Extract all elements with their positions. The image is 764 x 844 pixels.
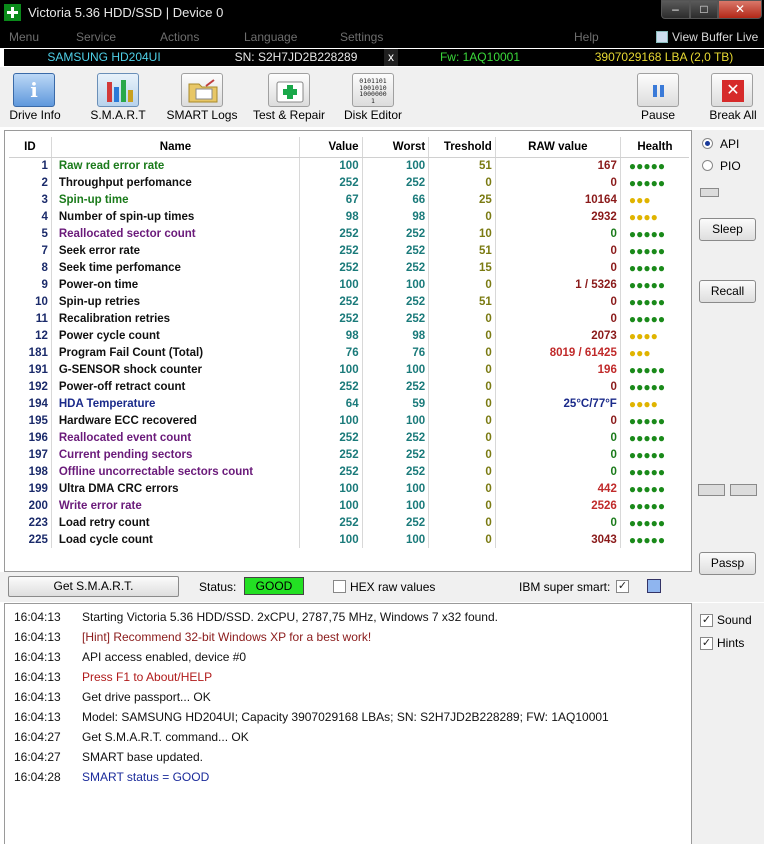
smart-name: Current pending sectors: [51, 446, 299, 463]
smart-raw: 10164: [495, 191, 620, 208]
col-threshold[interactable]: Treshold: [429, 137, 496, 157]
smart-health: ●●●●●: [628, 447, 666, 462]
smart-health: ●●●●●: [628, 175, 666, 190]
smart-name: Hardware ECC recovered: [51, 412, 299, 429]
smart-health: ●●●●●: [628, 532, 666, 547]
smart-value: 100: [300, 276, 363, 293]
smart-name: Throughput perfomance: [51, 174, 299, 191]
smart-raw: 0: [495, 429, 620, 446]
smart-id: 5: [9, 225, 51, 242]
smart-id: 199: [9, 480, 51, 497]
smart-threshold: 25: [429, 191, 496, 208]
smart-raw: 1 / 5326: [495, 276, 620, 293]
mini-button-right[interactable]: [730, 484, 757, 496]
log-message: Press F1 to About/HELP: [82, 670, 213, 684]
status-row: [0, 572, 692, 602]
smart-worst: 59: [362, 395, 429, 412]
smart-worst: 252: [362, 514, 429, 531]
log-options-panel: [692, 603, 764, 844]
smart-id: 181: [9, 344, 51, 361]
device-close-button[interactable]: x: [384, 49, 398, 66]
smart-worst: 252: [362, 429, 429, 446]
recall-button[interactable]: Recall: [699, 280, 756, 303]
table-row[interactable]: [9, 310, 689, 327]
smart-health: ●●●●●: [628, 226, 666, 241]
smart-value: 252: [300, 225, 363, 242]
log-message: Model: SAMSUNG HD204UI; Capacity 3907029168 LBAs; SN: S2H7JD2B228289; FW: 1AQ10001: [82, 710, 609, 724]
api-label: API: [720, 137, 740, 151]
smart-raw: 0: [495, 293, 620, 310]
smart-chart-icon: [97, 73, 139, 107]
smart-value: 252: [300, 446, 363, 463]
smart-name: Program Fail Count (Total): [51, 344, 299, 361]
smart-id: 223: [9, 514, 51, 531]
smart-id: 1: [9, 157, 51, 174]
device-firmware: Fw: 1AQ10001: [439, 50, 521, 64]
smart-name: HDA Temperature: [51, 395, 299, 412]
col-value[interactable]: Value: [300, 137, 363, 157]
smart-value: 76: [300, 344, 363, 361]
smart-worst: 100: [362, 497, 429, 514]
smart-name: Power-on time: [51, 276, 299, 293]
break-all-button[interactable]: [705, 67, 761, 127]
smart-worst: 252: [362, 174, 429, 191]
table-row[interactable]: [9, 242, 689, 259]
smart-value: 100: [300, 157, 363, 174]
smart-health: ●●●●: [628, 328, 658, 343]
sound-option[interactable]: [700, 613, 752, 627]
menu-item-settings[interactable]: Settings: [340, 30, 384, 44]
smart-raw: 0: [495, 378, 620, 395]
mini-button-left[interactable]: [698, 484, 725, 496]
table-row[interactable]: [9, 208, 689, 225]
smart-id: 191: [9, 361, 51, 378]
drive-info-label: Drive Info: [9, 108, 61, 122]
smart-worst: 66: [362, 191, 429, 208]
smart-name: Seek error rate: [51, 242, 299, 259]
hints-label: Hints: [717, 636, 745, 650]
smart-worst: 252: [362, 463, 429, 480]
smart-name: Raw read error rate: [51, 157, 299, 174]
smart-health: ●●●: [628, 192, 651, 207]
log-time: 16:04:13: [14, 650, 61, 664]
smart-threshold: 0: [429, 208, 496, 225]
get-smart-button[interactable]: Get S.M.A.R.T.: [8, 576, 179, 597]
smart-id: 192: [9, 378, 51, 395]
smart-threshold: 0: [429, 412, 496, 429]
menu-item-actions[interactable]: Actions: [160, 30, 200, 44]
smart-worst: 100: [362, 531, 429, 548]
sound-label: Sound: [717, 613, 752, 627]
smart-worst: 252: [362, 259, 429, 276]
ibm-super-smart-checkbox[interactable]: ✓: [617, 580, 628, 592]
smart-raw: 25°C/77°F: [495, 395, 620, 412]
smart-name: Ultra DMA CRC errors: [51, 480, 299, 497]
pause-label: Pause: [640, 108, 676, 122]
smart-worst: 252: [362, 225, 429, 242]
log-time: 16:04:13: [14, 670, 61, 684]
table-row[interactable]: [9, 395, 689, 412]
smart-health: ●●●●●: [628, 243, 666, 258]
smart-health: ●●●●●: [628, 158, 666, 173]
smart-id: 195: [9, 412, 51, 429]
log-line: [14, 650, 246, 664]
smart-health: ●●●●: [628, 396, 658, 411]
hex-raw-label: HEX raw values: [350, 580, 436, 594]
hex-raw-checkbox[interactable]: [333, 580, 346, 593]
smart-id: 12: [9, 327, 51, 344]
smart-value: 67: [300, 191, 363, 208]
smart-health: ●●●●●: [628, 362, 666, 377]
smart-threshold: 0: [429, 429, 496, 446]
smart-id: 196: [9, 429, 51, 446]
table-row[interactable]: [9, 157, 689, 174]
smart-name: Number of spin-up times: [51, 208, 299, 225]
smart-raw: 0: [495, 463, 620, 480]
smart-health: ●●●●●: [628, 515, 666, 530]
smart-raw: 442: [495, 480, 620, 497]
smart-threshold: 0: [429, 310, 496, 327]
smart-id: 11: [9, 310, 51, 327]
smart-id: 2: [9, 174, 51, 191]
smart-threshold: 0: [429, 344, 496, 361]
table-row[interactable]: [9, 446, 689, 463]
smart-health: ●●●●●: [628, 311, 666, 326]
smart-raw: 2932: [495, 208, 620, 225]
table-row[interactable]: [9, 327, 689, 344]
smart-worst: 100: [362, 276, 429, 293]
smart-worst: 252: [362, 242, 429, 259]
smart-threshold: 0: [429, 531, 496, 548]
smart-threshold: 0: [429, 174, 496, 191]
log-time: 16:04:13: [14, 630, 61, 644]
smart-value: 252: [300, 174, 363, 191]
binary-data-icon: [352, 73, 394, 107]
smart-value: 100: [300, 480, 363, 497]
table-row[interactable]: [9, 344, 689, 361]
table-row[interactable]: [9, 480, 689, 497]
smart-threshold: 51: [429, 293, 496, 310]
device-info-bar: [4, 49, 764, 66]
menu-item-help[interactable]: Help: [574, 30, 599, 44]
smart-raw: 0: [495, 514, 620, 531]
log-time: 16:04:13: [14, 710, 61, 724]
smart-worst: 100: [362, 480, 429, 497]
table-row[interactable]: [9, 191, 689, 208]
right-control-panel: [692, 130, 764, 602]
col-worst[interactable]: Worst: [362, 137, 429, 157]
log-time: 16:04:27: [14, 730, 61, 744]
smart-value: 100: [300, 412, 363, 429]
view-buffer-live-button[interactable]: View Buffer Live: [672, 30, 759, 44]
menu-item-menu[interactable]: Menu: [9, 30, 40, 44]
smart-value: 252: [300, 259, 363, 276]
log-line: [14, 610, 498, 624]
smart-table: [9, 137, 689, 548]
smart-id: 10: [9, 293, 51, 310]
smart-threshold: 0: [429, 497, 496, 514]
smart-value: 100: [300, 531, 363, 548]
app-icon: [4, 4, 21, 21]
smart-health: ●●●●●: [628, 413, 666, 428]
sleep-button[interactable]: Sleep: [699, 218, 756, 241]
passp-button[interactable]: Passp: [699, 552, 756, 575]
indicator-box: [700, 188, 719, 197]
smart-health: ●●●●●: [628, 277, 666, 292]
smart-threshold: 51: [429, 157, 496, 174]
minimize-button[interactable]: –: [661, 0, 690, 19]
pio-radio-dot: [702, 160, 713, 171]
smart-raw: 8019 / 61425: [495, 344, 620, 361]
api-radio[interactable]: [702, 136, 762, 152]
info-icon: i: [13, 73, 55, 107]
smart-table-header: [9, 137, 689, 157]
status-label: Status:: [199, 580, 237, 594]
smart-worst: 252: [362, 378, 429, 395]
smart-name: Load cycle count: [51, 531, 299, 548]
test-repair-button[interactable]: [248, 67, 330, 127]
smart-id: 225: [9, 531, 51, 548]
title-bar: [0, 0, 764, 26]
smart-name: Write error rate: [51, 497, 299, 514]
smart-worst: 100: [362, 157, 429, 174]
ibm-super-smart-label: IBM super smart:: [519, 580, 611, 594]
table-row[interactable]: [9, 259, 689, 276]
smart-threshold: 0: [429, 395, 496, 412]
smart-raw: 167: [495, 157, 620, 174]
log-message: Starting Victoria 5.36 HDD/SSD. 2xCPU, 2787,75 MHz, Windows 7 x32 found.: [82, 610, 498, 624]
log-line: [14, 750, 203, 764]
table-row[interactable]: [9, 293, 689, 310]
smart-logs-label: SMART Logs: [166, 108, 238, 122]
smart-label: S.M.A.R.T: [90, 108, 146, 122]
smart-worst: 76: [362, 344, 429, 361]
log-line: [14, 730, 249, 744]
smart-id: 3: [9, 191, 51, 208]
log-line: [14, 770, 209, 784]
smart-worst: 100: [362, 361, 429, 378]
smart-raw: 0: [495, 225, 620, 242]
smart-threshold: 0: [429, 378, 496, 395]
device-capacity: 3907029168 LBA (2,0 TB): [594, 50, 734, 64]
sound-checkbox[interactable]: ✓: [701, 614, 712, 627]
log-line: [14, 670, 212, 684]
table-row[interactable]: [9, 276, 689, 293]
break-all-label: Break All: [709, 108, 757, 122]
pio-label: PIO: [720, 159, 741, 173]
smart-health: ●●●: [628, 345, 651, 360]
log-time: 16:04:28: [14, 770, 61, 784]
smart-worst: 252: [362, 446, 429, 463]
smart-raw: 0: [495, 446, 620, 463]
smart-threshold: 0: [429, 514, 496, 531]
smart-worst: 252: [362, 293, 429, 310]
smart-health: ●●●●●: [628, 379, 666, 394]
smart-threshold: 0: [429, 276, 496, 293]
smart-raw: 0: [495, 242, 620, 259]
smart-worst: 100: [362, 412, 429, 429]
smart-value: 252: [300, 514, 363, 531]
smart-raw: 0: [495, 259, 620, 276]
smart-threshold: 10: [429, 225, 496, 242]
col-raw-value[interactable]: RAW value: [495, 137, 620, 157]
log-message: SMART status = GOOD: [82, 770, 210, 784]
smart-name: Spin-up time: [51, 191, 299, 208]
smart-threshold: 15: [429, 259, 496, 276]
log-message: API access enabled, device #0: [82, 650, 247, 664]
smart-threshold: 0: [429, 327, 496, 344]
smart-health: ●●●●●: [628, 294, 666, 309]
log-time: 16:04:27: [14, 750, 61, 764]
stop-x-icon: ✕: [711, 73, 753, 107]
view-buffer-icon: [656, 31, 668, 43]
smart-health: ●●●●●: [628, 260, 666, 275]
table-row[interactable]: [9, 497, 689, 514]
table-row[interactable]: [9, 412, 689, 429]
log-message: SMART base updated.: [82, 750, 203, 764]
smart-worst: 98: [362, 208, 429, 225]
smart-name: Load retry count: [51, 514, 299, 531]
hints-checkbox[interactable]: ✓: [701, 637, 712, 650]
table-row[interactable]: [9, 463, 689, 480]
menu-item-language[interactable]: Language: [244, 30, 298, 44]
smart-raw: 2526: [495, 497, 620, 514]
smart-health: ●●●●: [628, 209, 658, 224]
smart-raw: 0: [495, 174, 620, 191]
smart-threshold: 0: [429, 463, 496, 480]
smart-value: 252: [300, 463, 363, 480]
smart-threshold: 0: [429, 446, 496, 463]
smart-worst: 252: [362, 310, 429, 327]
smart-id: 4: [9, 208, 51, 225]
disk-editor-button[interactable]: [338, 67, 408, 127]
pause-icon: [637, 73, 679, 107]
smart-name: G-SENSOR shock counter: [51, 361, 299, 378]
log-time: 16:04:13: [14, 690, 61, 704]
color-indicator[interactable]: [647, 579, 661, 593]
log-message: [Hint] Recommend 32-bit Windows XP for a best work!: [82, 630, 372, 644]
smart-button[interactable]: [84, 67, 152, 127]
smart-name: Reallocated event count: [51, 429, 299, 446]
device-serial: SN: S2H7JD2B228289: [234, 50, 358, 64]
smart-raw: 0: [495, 412, 620, 429]
table-row[interactable]: [9, 378, 689, 395]
smart-value: 98: [300, 327, 363, 344]
smart-raw: 0: [495, 310, 620, 327]
smart-threshold: 0: [429, 361, 496, 378]
smart-value: 100: [300, 497, 363, 514]
test-repair-label: Test & Repair: [252, 108, 326, 122]
pio-radio[interactable]: [702, 158, 762, 174]
menu-bar: [0, 26, 764, 48]
smart-threshold: 0: [429, 480, 496, 497]
log-time: 16:04:13: [14, 610, 61, 624]
status-badge: GOOD: [244, 577, 304, 595]
smart-id: 7: [9, 242, 51, 259]
smart-worst: 98: [362, 327, 429, 344]
smart-value: 252: [300, 242, 363, 259]
smart-name: Spin-up retries: [51, 293, 299, 310]
disk-editor-glyph: 0101101100101010000001: [359, 77, 387, 105]
hints-option[interactable]: [700, 636, 744, 650]
drive-info-button[interactable]: [3, 67, 67, 127]
log-panel: [4, 603, 692, 844]
smart-name: Power-off retract count: [51, 378, 299, 395]
table-row[interactable]: [9, 531, 689, 548]
smart-health: ●●●●●: [628, 498, 666, 513]
api-radio-dot: [702, 138, 713, 149]
smart-value: 252: [300, 310, 363, 327]
smart-name: Power cycle count: [51, 327, 299, 344]
table-row[interactable]: [9, 429, 689, 446]
table-row[interactable]: [9, 174, 689, 191]
col-name[interactable]: Name: [51, 137, 299, 157]
first-aid-icon: [268, 73, 310, 107]
device-model: SAMSUNG HD204UI: [47, 50, 161, 64]
window-title: Victoria 5.36 HDD/SSD | Device 0: [28, 5, 224, 20]
toolbar: [0, 67, 764, 127]
smart-name: Recalibration retries: [51, 310, 299, 327]
smart-name: Offline uncorrectable sectors count: [51, 463, 299, 480]
smart-id: 9: [9, 276, 51, 293]
smart-name: Seek time perfomance: [51, 259, 299, 276]
disk-editor-label: Disk Editor: [343, 108, 402, 122]
table-row[interactable]: [9, 514, 689, 531]
smart-table-panel: [4, 130, 692, 572]
pause-button[interactable]: [631, 67, 685, 127]
smart-value: 252: [300, 293, 363, 310]
smart-id: 198: [9, 463, 51, 480]
log-line: [14, 630, 371, 644]
smart-value: 64: [300, 395, 363, 412]
smart-raw: 2073: [495, 327, 620, 344]
col-health[interactable]: Health: [620, 137, 689, 157]
smart-value: 252: [300, 429, 363, 446]
smart-id: 200: [9, 497, 51, 514]
smart-raw: 196: [495, 361, 620, 378]
log-message: Get drive passport... OK: [82, 690, 211, 704]
log-line: [14, 710, 609, 724]
close-button[interactable]: ✕: [718, 0, 762, 19]
smart-id: 194: [9, 395, 51, 412]
smart-value: 252: [300, 378, 363, 395]
smart-value: 98: [300, 208, 363, 225]
menu-item-service[interactable]: Service: [76, 30, 117, 44]
smart-logs-button[interactable]: [164, 67, 240, 127]
smart-name: Reallocated sector count: [51, 225, 299, 242]
folder-icon: [181, 73, 223, 107]
col-id[interactable]: ID: [9, 137, 51, 157]
smart-health: ●●●●●: [628, 481, 666, 496]
smart-id: 8: [9, 259, 51, 276]
log-message: Get S.M.A.R.T. command... OK: [82, 730, 249, 744]
smart-raw: 3043: [495, 531, 620, 548]
smart-id: 197: [9, 446, 51, 463]
smart-health: ●●●●●: [628, 430, 666, 445]
smart-threshold: 51: [429, 242, 496, 259]
maximize-button[interactable]: □: [690, 0, 718, 19]
table-row[interactable]: [9, 225, 689, 242]
smart-value: 100: [300, 361, 363, 378]
log-line: [14, 690, 211, 704]
table-row[interactable]: [9, 361, 689, 378]
smart-health: ●●●●●: [628, 464, 666, 479]
